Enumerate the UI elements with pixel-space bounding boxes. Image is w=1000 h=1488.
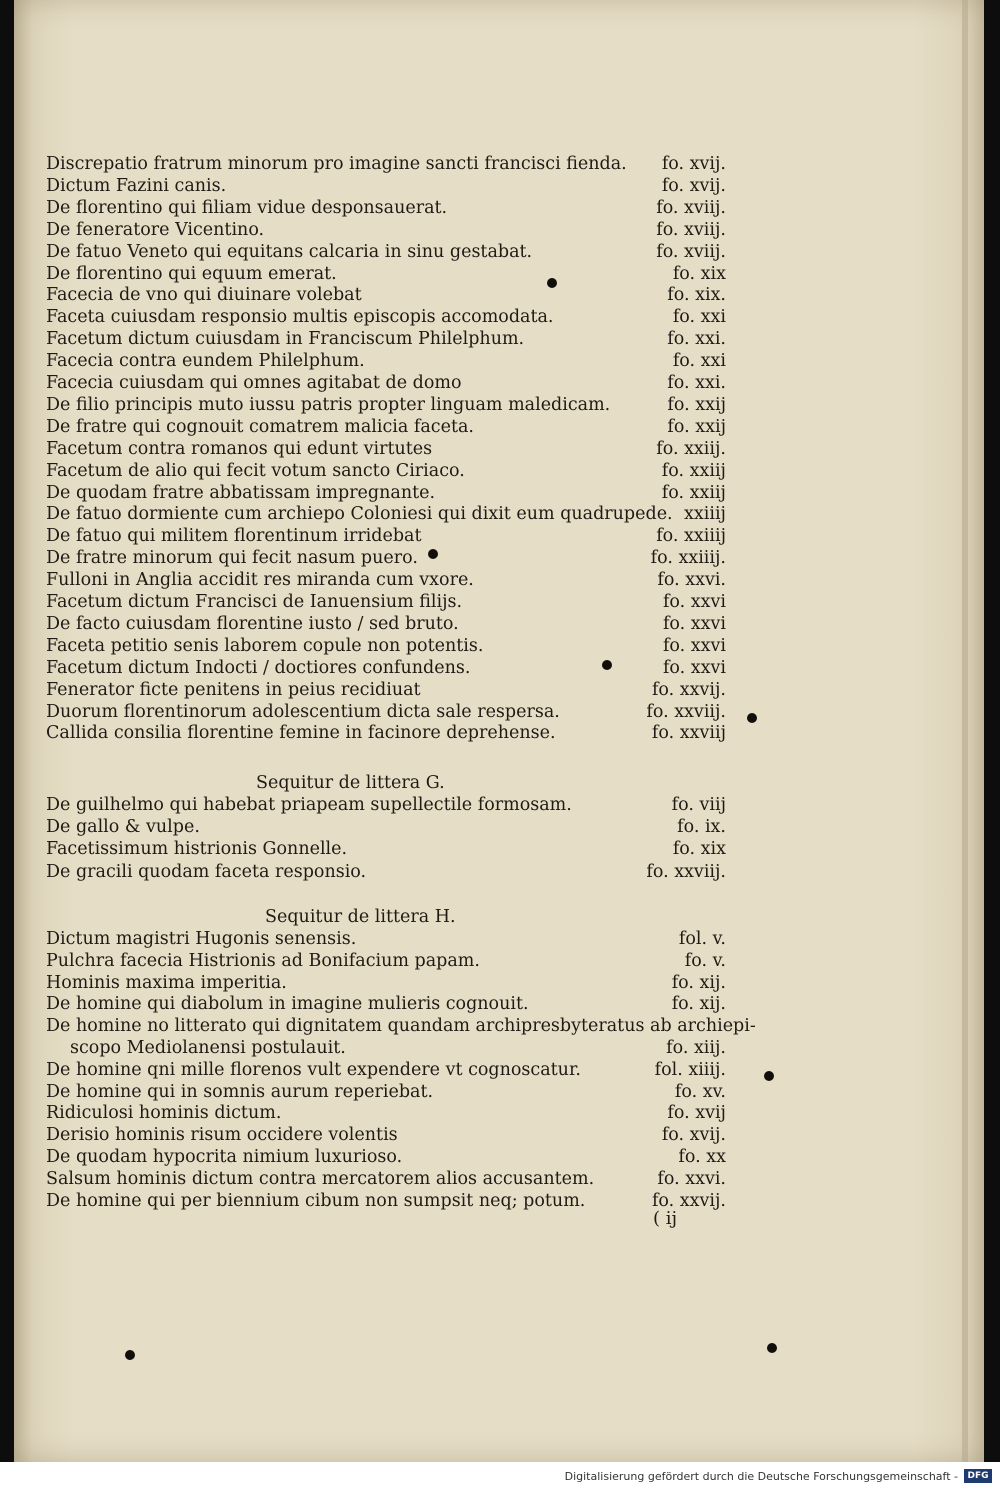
index-entry bbox=[46, 993, 726, 1015]
index-entry bbox=[46, 372, 726, 394]
index-entry bbox=[46, 416, 726, 438]
entry-title: Faceta petitio senis laborem copule non potentis. bbox=[46, 635, 484, 656]
entry-folio: fo. xv. bbox=[674, 1081, 726, 1102]
entry-folio: fo. xxiiij. bbox=[650, 548, 726, 569]
entry-folio: fo. xxiij bbox=[661, 482, 726, 503]
entry-title: De florentino qui filiam vidue desponsauerat. bbox=[46, 197, 448, 218]
entry-folio: fo. xxvi bbox=[662, 592, 726, 612]
entry-folio: fo. xiij. bbox=[666, 1038, 726, 1058]
index-entry bbox=[46, 460, 726, 482]
entry-folio: fo. xviij. bbox=[656, 219, 726, 240]
entry-title: Fulloni in Anglia accidit res miranda cum vxore. bbox=[46, 570, 474, 591]
entry-folio: fo. xij. bbox=[671, 972, 726, 993]
index-entry bbox=[46, 679, 726, 701]
entry-title: Dictum Fazini canis. bbox=[46, 175, 227, 196]
entry-title: Fenerator ficte penitens in peius recidiuat bbox=[46, 679, 421, 700]
entry-title: Facetissimum histrionis Gonnelle. bbox=[46, 839, 348, 860]
index-entry bbox=[46, 153, 726, 175]
index-entry bbox=[46, 928, 726, 950]
entry-title: scopo Mediolanensi postulauit. bbox=[70, 1038, 346, 1058]
entry-folio: fo. xix bbox=[672, 263, 726, 284]
entry-folio: fo. xix bbox=[672, 839, 726, 860]
entry-folio: fo. xxvi bbox=[662, 635, 726, 656]
entry-title: De homine qni mille florenos vult expendere vt cognoscatur. bbox=[46, 1059, 581, 1080]
entry-title: De homine no litterato qui dignitatem quandam archipresbyteratus ab archiepi- bbox=[46, 1016, 756, 1037]
entry-title: Facetum dictum Francisci de Ianuensium filijs. bbox=[46, 592, 463, 612]
ink-spot bbox=[767, 1343, 777, 1353]
entry-title: De gallo & vulpe. bbox=[46, 817, 200, 838]
entry-folio: fo. xxviij. bbox=[646, 861, 726, 882]
index-entry bbox=[46, 657, 726, 679]
index-entry bbox=[46, 861, 726, 883]
entry-title: Hominis maxima imperitia. bbox=[46, 972, 287, 993]
index-entry bbox=[46, 547, 726, 569]
entry-title: De facto cuiusdam florentine iusto / sed bruto. bbox=[46, 613, 459, 634]
index-entry bbox=[46, 219, 726, 241]
entry-folio: fo. xxi bbox=[672, 307, 726, 328]
entry-title: Facecia cuiusdam qui omnes agitabat de domo bbox=[46, 373, 462, 393]
index-entry bbox=[46, 816, 726, 838]
entry-title: Callida consilia florentine femine in facinore deprehense. bbox=[46, 723, 556, 744]
entry-title: Duorum florentinorum adolescentium dicta sale respersa. bbox=[46, 701, 560, 722]
entry-folio: fo. xxiij. bbox=[656, 438, 726, 459]
signature-mark: ( ij bbox=[653, 1208, 678, 1229]
index-entry bbox=[46, 1146, 726, 1168]
entry-folio: fo. xviij. bbox=[656, 197, 726, 218]
ink-spot bbox=[764, 1071, 774, 1081]
index-entry bbox=[46, 241, 726, 263]
index-entry bbox=[46, 950, 726, 972]
index-entry bbox=[46, 1037, 726, 1059]
entry-title: De fatuo qui militem florentinum irridebat bbox=[46, 526, 422, 547]
entry-folio: fo. xij. bbox=[671, 994, 726, 1015]
index-entry bbox=[46, 263, 726, 285]
entry-folio: fo. xxvi bbox=[662, 613, 726, 634]
entry-folio: fo. xxij bbox=[667, 394, 726, 415]
entry-folio: fo. xvij bbox=[667, 1103, 726, 1124]
index-entry bbox=[46, 394, 726, 416]
ink-spot bbox=[602, 660, 612, 670]
entry-title: Facetum contra romanos qui edunt virtutes bbox=[46, 438, 433, 459]
index-entry bbox=[46, 1015, 756, 1037]
ink-spot bbox=[747, 713, 757, 723]
entry-folio: fo. xxiij bbox=[661, 460, 726, 481]
entry-title: De gracili quodam faceta responsio. bbox=[46, 861, 367, 882]
index-entry bbox=[46, 284, 726, 306]
entry-title: Facecia de vno qui diuinare volebat bbox=[46, 285, 362, 306]
entry-folio: fo. xxi. bbox=[667, 329, 726, 350]
entry-folio: fo. xxiiij bbox=[656, 526, 726, 547]
index-entry bbox=[46, 438, 726, 460]
entry-folio: fo. xvij. bbox=[661, 175, 726, 196]
index-entry bbox=[46, 328, 726, 350]
entry-title: Facetum dictum Indocti / doctiores confundens. bbox=[46, 657, 471, 678]
entry-title: De fratre qui cognouit comatrem malicia faceta. bbox=[46, 416, 474, 437]
index-entry bbox=[46, 701, 726, 723]
entry-folio: fo. xix. bbox=[667, 285, 726, 306]
entry-folio: fo. xxi. bbox=[667, 373, 726, 393]
entry-title: Facecia contra eundem Philelphum. bbox=[46, 351, 365, 372]
entry-title: De homine qui diabolum in imagine mulieris cognouit. bbox=[46, 994, 529, 1015]
index-entry bbox=[46, 1190, 726, 1212]
entry-folio: fo. xxviij bbox=[651, 723, 726, 744]
index-entry bbox=[46, 794, 726, 816]
entry-title: Dictum magistri Hugonis senensis. bbox=[46, 929, 357, 949]
entry-title: Pulchra facecia Histrionis ad Bonifacium papam. bbox=[46, 950, 480, 971]
index-entry bbox=[46, 1081, 726, 1103]
entry-folio: fo. xxi bbox=[672, 351, 726, 372]
entry-folio: fo. xviij. bbox=[656, 241, 726, 262]
entry-folio: fo. xxvij. bbox=[651, 1190, 726, 1211]
section-heading-g: Sequitur de littera G. bbox=[256, 773, 445, 793]
ink-spot bbox=[547, 278, 557, 288]
entry-folio: fo. xxviij. bbox=[646, 701, 726, 722]
entry-title: Ridiculosi hominis dictum. bbox=[46, 1103, 282, 1124]
index-entry bbox=[46, 1124, 726, 1146]
entry-title: De quodam fratre abbatissam impregnante. bbox=[46, 482, 436, 503]
index-entry bbox=[46, 838, 726, 860]
dfg-logo-icon: DFG bbox=[964, 1469, 992, 1483]
entry-folio: fo. xxvi. bbox=[657, 570, 726, 591]
entry-folio: fo. xx bbox=[678, 1147, 726, 1167]
index-entry bbox=[46, 613, 726, 635]
index-entry bbox=[46, 503, 726, 525]
entry-title: De filio principis muto iussu patris propter linguam maledicam. bbox=[46, 394, 611, 415]
index-entry bbox=[46, 1102, 726, 1124]
section-heading-h: Sequitur de littera H. bbox=[265, 907, 456, 927]
entry-folio: fo. xxij bbox=[667, 416, 726, 437]
entry-title: Derisio hominis risum occidere volentis bbox=[46, 1125, 398, 1146]
entry-folio: fo. xxvi bbox=[662, 657, 726, 678]
page-edge bbox=[962, 0, 968, 1462]
index-entry bbox=[46, 306, 726, 328]
index-entry bbox=[46, 569, 726, 591]
entry-folio: fo. xxvij. bbox=[651, 679, 726, 700]
entry-title: Faceta cuiusdam responsio multis episcopis accomodata. bbox=[46, 307, 554, 328]
index-entry bbox=[46, 482, 726, 504]
entry-title: Salsum hominis dictum contra mercatorem alios accusantem. bbox=[46, 1168, 595, 1189]
index-entry bbox=[46, 972, 726, 994]
entry-title: Facetum dictum cuiusdam in Franciscum Philelphum. bbox=[46, 329, 525, 350]
index-entry bbox=[46, 635, 726, 657]
entry-title: Discrepatio fratrum minorum pro imagine sancti francisci fienda. bbox=[46, 154, 627, 174]
index-entry bbox=[46, 722, 726, 744]
ink-spot bbox=[125, 1350, 135, 1360]
entry-folio: fo. ix. bbox=[677, 817, 726, 838]
entry-folio: fo. v. bbox=[684, 950, 726, 971]
entry-title: De fatuo Veneto qui equitans calcaria in sinu gestabat. bbox=[46, 241, 533, 262]
index-entry bbox=[46, 1168, 726, 1190]
entry-folio: fol. xiiij. bbox=[654, 1059, 726, 1080]
index-entry bbox=[46, 175, 726, 197]
entry-folio: fo. xxvi. bbox=[657, 1168, 726, 1189]
entry-title: De fatuo dormiente cum archiepo Coloniesi qui dixit eum quadrupede. bbox=[46, 504, 673, 525]
entry-title: De quodam hypocrita nimium luxurioso. bbox=[46, 1147, 403, 1167]
index-entry bbox=[46, 197, 726, 219]
footer-credit: Digitalisierung gefördert durch die Deutsche Forschungsgemeinschaft - bbox=[564, 1470, 958, 1483]
entry-title: De fratre minorum qui fecit nasum puero. bbox=[46, 548, 418, 569]
ink-spot bbox=[428, 549, 438, 559]
index-entry bbox=[46, 350, 726, 372]
index-entry bbox=[46, 591, 726, 613]
entry-title: De guilhelmo qui habebat priapeam supellectile formosam. bbox=[46, 795, 572, 815]
entry-title: De feneratore Vicentino. bbox=[46, 219, 265, 240]
entry-title: De homine qui in somnis aurum reperiebat. bbox=[46, 1081, 434, 1102]
index-entry bbox=[46, 525, 726, 547]
entry-folio: xxiiij bbox=[684, 504, 726, 525]
entry-title: Facetum de alio qui fecit votum sancto Ciriaco. bbox=[46, 460, 465, 481]
entry-title: De florentino qui equum emerat. bbox=[46, 263, 337, 284]
entry-folio: fo. xvij. bbox=[661, 1125, 726, 1146]
entry-folio: fo. xvij. bbox=[661, 154, 726, 174]
entry-folio: fol. v. bbox=[678, 929, 726, 949]
index-entry bbox=[46, 1059, 726, 1081]
entry-folio: fo. viij bbox=[671, 795, 726, 815]
entry-title: De homine qui per biennium cibum non sumpsit neq; potum. bbox=[46, 1190, 586, 1211]
